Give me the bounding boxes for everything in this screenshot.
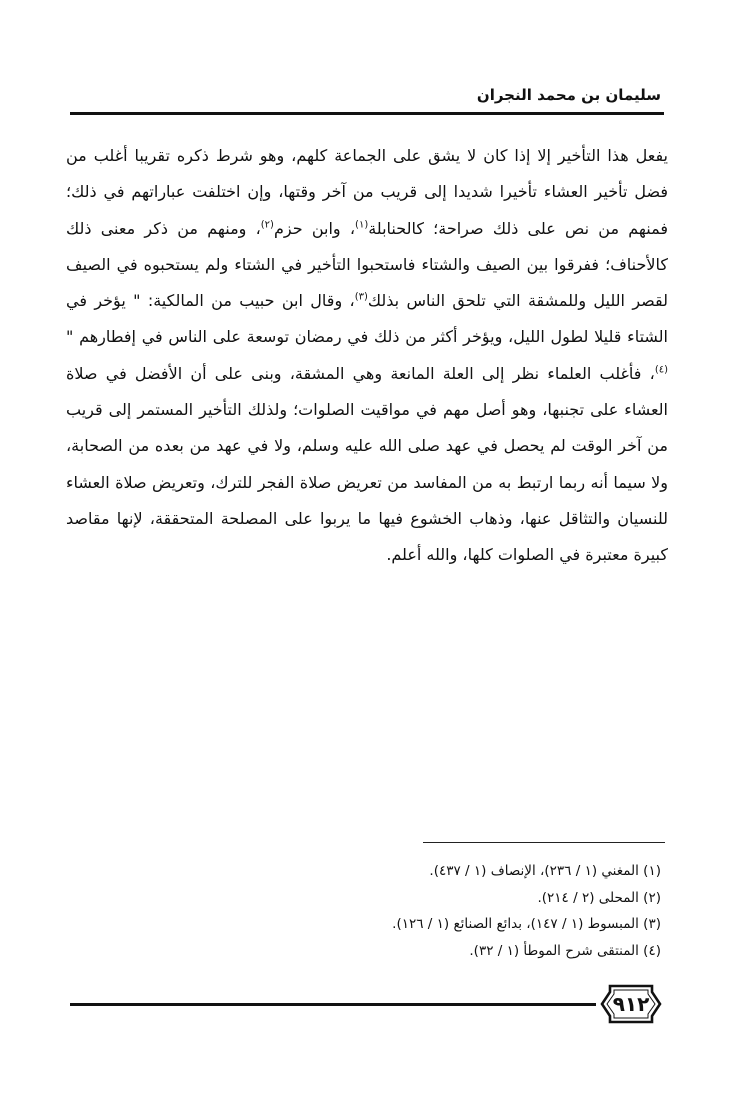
header-rule [70, 112, 664, 115]
footnote-4: (٤) المنتقى شرح الموطأ (١ / ٣٢). [469, 942, 661, 959]
footnote-separator [423, 842, 665, 843]
footer-rule [70, 1003, 596, 1006]
footnote-3: (٣) المبسوط (١ / ١٤٧)، بدائع الصنائع (١ / ١٢٦). [392, 916, 661, 932]
text-segment: ، وابن حزم [273, 218, 356, 238]
main-text [66, 138, 668, 574]
footnote-ref-1: (١) [355, 219, 369, 231]
footnote-1: (١) المغني (١ / ٢٣٦)، الإنصاف (١ / ٤٣٧). [429, 863, 661, 879]
page-number: ٩١٢ [612, 992, 650, 1016]
page-number-badge [596, 980, 666, 1028]
footnote-ref-4: (٤) [654, 364, 668, 376]
running-header-author: سليمان بن محمد النجران [476, 86, 661, 104]
footnote-2: (٢) المحلى (٢ / ٢١٤). [537, 889, 661, 906]
footnote-ref-2: (٢) [260, 219, 274, 231]
main-paragraph [66, 138, 668, 574]
text-segment: يفعل هذا التأخير إلا إذا كان لا يشق على الجماعة كلهم، وهو شرط ذكره تقريبا أغلب من فضل تأخير العشاء تأخيرا شديدا إلى قريب من آخر وقتها، وإن اختلفت عباراتهم في ذلك؛ فمنهم من نص على ذلك صراحة؛ كالحنابلة [66, 146, 669, 238]
footnotes [101, 858, 661, 964]
text-segment: ، ومنهم من ذكر معنى ذلك كالأحناف؛ ففرقوا بين الصيف والشتاء فاستحبوا التأخير في الشتاء ولم يستحبوه في الصيف لقصر الليل وللمشقة التي تلحق الناس بذلك [66, 218, 669, 311]
text-segment: ، فأغلب العلماء نظر إلى العلة المانعة وهي المشقة، وبنى على أن الأفضل في صلاة العشاء على تجنبها، وهو أصل مهم في مواقيت الصلوات؛ ولذلك التأخير المستمر إلى قريب من آخر الوقت لم يحصل في عهد صلى الله عليه وسلم، ولا في عهد من بعده من الصحابة، ولا سيما أنه ربما ارتبط به من المفاسد من تعريض صلاة الفجر للترك، وتعريض صلاة العشاء للنسيان والتثاقل عنها، وذهاب الخشوع فيها ما يربوا على المصلحة المتحققة، لإنها مقاصد كبيرة معتبرة في الصلوات كلها، والله أعلم. [66, 363, 668, 565]
footnote-ref-3: (٣) [354, 291, 368, 303]
text-segment: ، وقال ابن حبيب من المالكية: " يؤخر في الشتاء قليلا لطول الليل، ويؤخر أكثر من ذلك في رمضان توسعة على الناس في إفطارهم " [66, 291, 668, 347]
